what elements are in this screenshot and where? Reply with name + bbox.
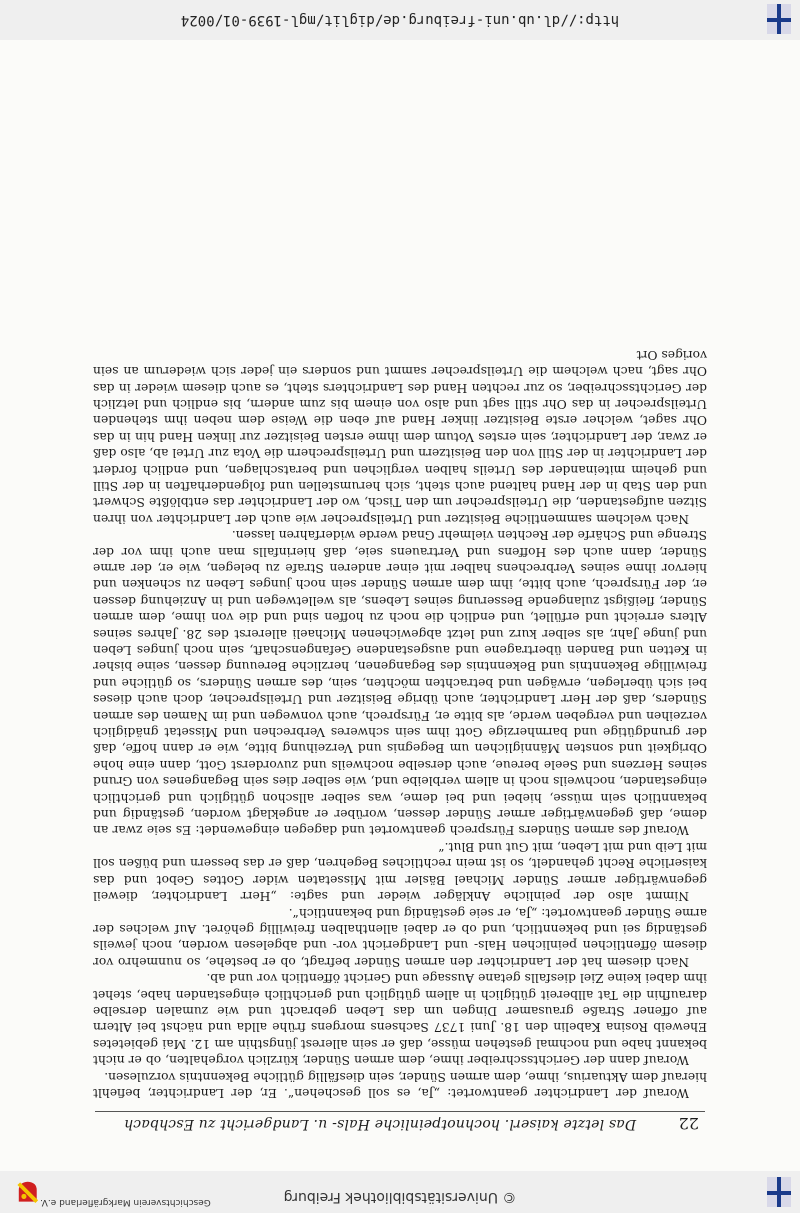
paragraph: Nach diesem hat der Landrichter den armen Sünder befragt, ob er bestehe, so nunmehro vor diesem öffentlichen peinlichen Hals- und Landgericht vor- und abgelesen worden, noch jeweils geständig sei und bekenntlich, und ob er dabei allenthalben freiwillig gehöret. Auf welches der arme Sünder geantwortet: „Ja, er seie geständig und bekanntlich“. xyxy=(93,905,707,969)
paragraph: Worauf des armen Sünders Fürsprech geantwortet und dagegen eingewendet: Es seie zwar an deme, daß gegenwärtiger armer Sünder dessen, worüber er angeklagt worden, geständig und bekanntlich sein müsse, hiebei und bei deme, was selber allschon gütiglich und gerichtlich eingestanden, nochweils noch in allem verbleibe und, wie selber dies sein Begangenes von Grund seines Herzens und Seele bereue, auch derselbe nochweils und zuvorderst Gott, dann eine hohe Obrigkeit und sonsten Männiglichen um Begegnis und Verzeihung bitte, wie er dann hoffe, daß der grundgütige und barmherzige Gott ihm sein schweres Verbrechen und Missetat gnädiglich verzeihen und vergeben werde, als bitte er, Fürsprech, auch vonwegen und im Namen des armen Sünders, daß der Herr Landrichter, auch übrige Beisitzer und Urteilsprecher, doch auch dieses bei sich überlegen, erwägen und betrachten möchten, sein, des armen Sünders, so gütliche und freiwillige Bekenntnis und Bekenntnis des Begangenen, herzliche Bereuung dessen, seine bisher in Ketten und Banden übertragene und ausgestandene Gefangenschaft, sein noch junges Leben und junge Jahr, als selber kurz und letzt abgewichenen Michaeli allererst des 28. Jahres seines Alters erreicht und erfüllet, und endlich die noch zu hoffen sind und die von ihme, dem armen Sünder, fleißigst zulangende Besserung seines Lebens, als welletwegen und in Anziehung dessen er, der Fürsprech, auch bitte, ihm dem armen Sünder sein noch junges Leben zu schenken und hiervor ihme seines Verbrechens halber mit einer anderen Strafe zu belegen, wie er, der arme Sünder, dann auch des Hoffens und Vertrauens seie, daß hierinfalls man auch ihm vor der Strenge und Schärfe der Rechten vielmehr Gnad werde widerfahren lassen. xyxy=(93,528,707,838)
coat-of-arms-icon xyxy=(6,1175,38,1209)
source-url[interactable]: http://dl.ub.uni-freiburg.de/diglit/mgl-1939-01/0024 xyxy=(180,12,620,28)
running-title: Das letzte kaiserl. hochnotpeinliche Hals- u. Landgericht zu Eschbach xyxy=(123,1116,637,1132)
credit-band-bottom xyxy=(0,0,800,40)
paragraph: Nimmt also der peinliche Ankläger wieder und sagte: „Herr Landrichter, dieweil gegenwärtiger armer Sünder Michael Bäsler mit Missetaten wider Gottes Gebot und das kaiserliche Recht gehandelt, so ist mein rechtliches Begehren, daß er das bessern und büßen soll mit Leib und mit Leben, mit Gut und Blut.“ xyxy=(93,839,707,904)
paragraph: Worauf dann der Gerichtsschreiber ihme, dem armen Sünder, kürzlich vorgehalten, ob er nicht bekannt habe und nochmal gestehen müsse, daß er sein allerest jüngsthin am 12. Mai gebietetes Eheweib Rosina Kabelin den 18. Juni 1737 Sachsens morgens frühe allda und nächst bei Altern auf offener Straße grausamer Dingen um das Leben gebracht und wie zumalen derselbe daraufhin die Tat allbereit gütiglich in allem gütiglich und gerichtlich eingestanden habe, stehet ihm dabei keine Ziel diesfalls getane Aussage und Gericht öffentlich vor und ab. xyxy=(93,971,707,1068)
credit-text-top: © Universitätsbibliothek Freiburg xyxy=(283,1189,517,1205)
running-head xyxy=(95,1111,705,1135)
paragraph: Worauf der Landrichter geantwortet: „Ja, es soll geschehen“. Er, der Landrichter, befiehlt hierauf dem Aktuarius, ihme, dem armen Sünder, sein diesfällig gütliche Bekenntnis vorzulesen. xyxy=(93,1069,707,1100)
page-number: 22 xyxy=(678,1114,699,1133)
body-text xyxy=(93,346,707,1101)
paragraph: Nach welchem sammentliche Beisitzer und Urteilsprecher wie auch der Landrichter von ihren Sitzen aufgestanden, die Urteilsprecher um den Tisch, wo der Landrichter das entblößte Schwert und den Stab in der Hand haltend auch steht, sich herumstellen und folgenderhaften in der Still und geheim miteinander des Urteils halben verglichen und beratschlagen, und endlich fordert der Landrichter in der Still von den Beisitzern und Urteilsprechern die Vota zur Urtel ab, also daß er zwar, der Landrichter, sein erstes Votum dem ihme ersten Beisitzer zur linken Hand hin in das Ohr saget, welcher erste Beisitzer linker Hand auf eben die Weise dem neben ihm stehenden Urteilsprecher in das Ohr still sagt und also von einem bis zum andern, bis endlich und letzlich der Gerichtsschreiber, so zur rechten Hand des Landrichters steht, es auch diesem wieder in das Ohr sagt, nach welchem die Urteilsprecher sammt und sonders ein jeder sich wiederum an sein voriges Ort xyxy=(93,347,707,526)
credit-band-top xyxy=(0,1171,800,1213)
org-text-top: Geschichtsverein Markgräflerland e.V. xyxy=(40,1197,211,1207)
